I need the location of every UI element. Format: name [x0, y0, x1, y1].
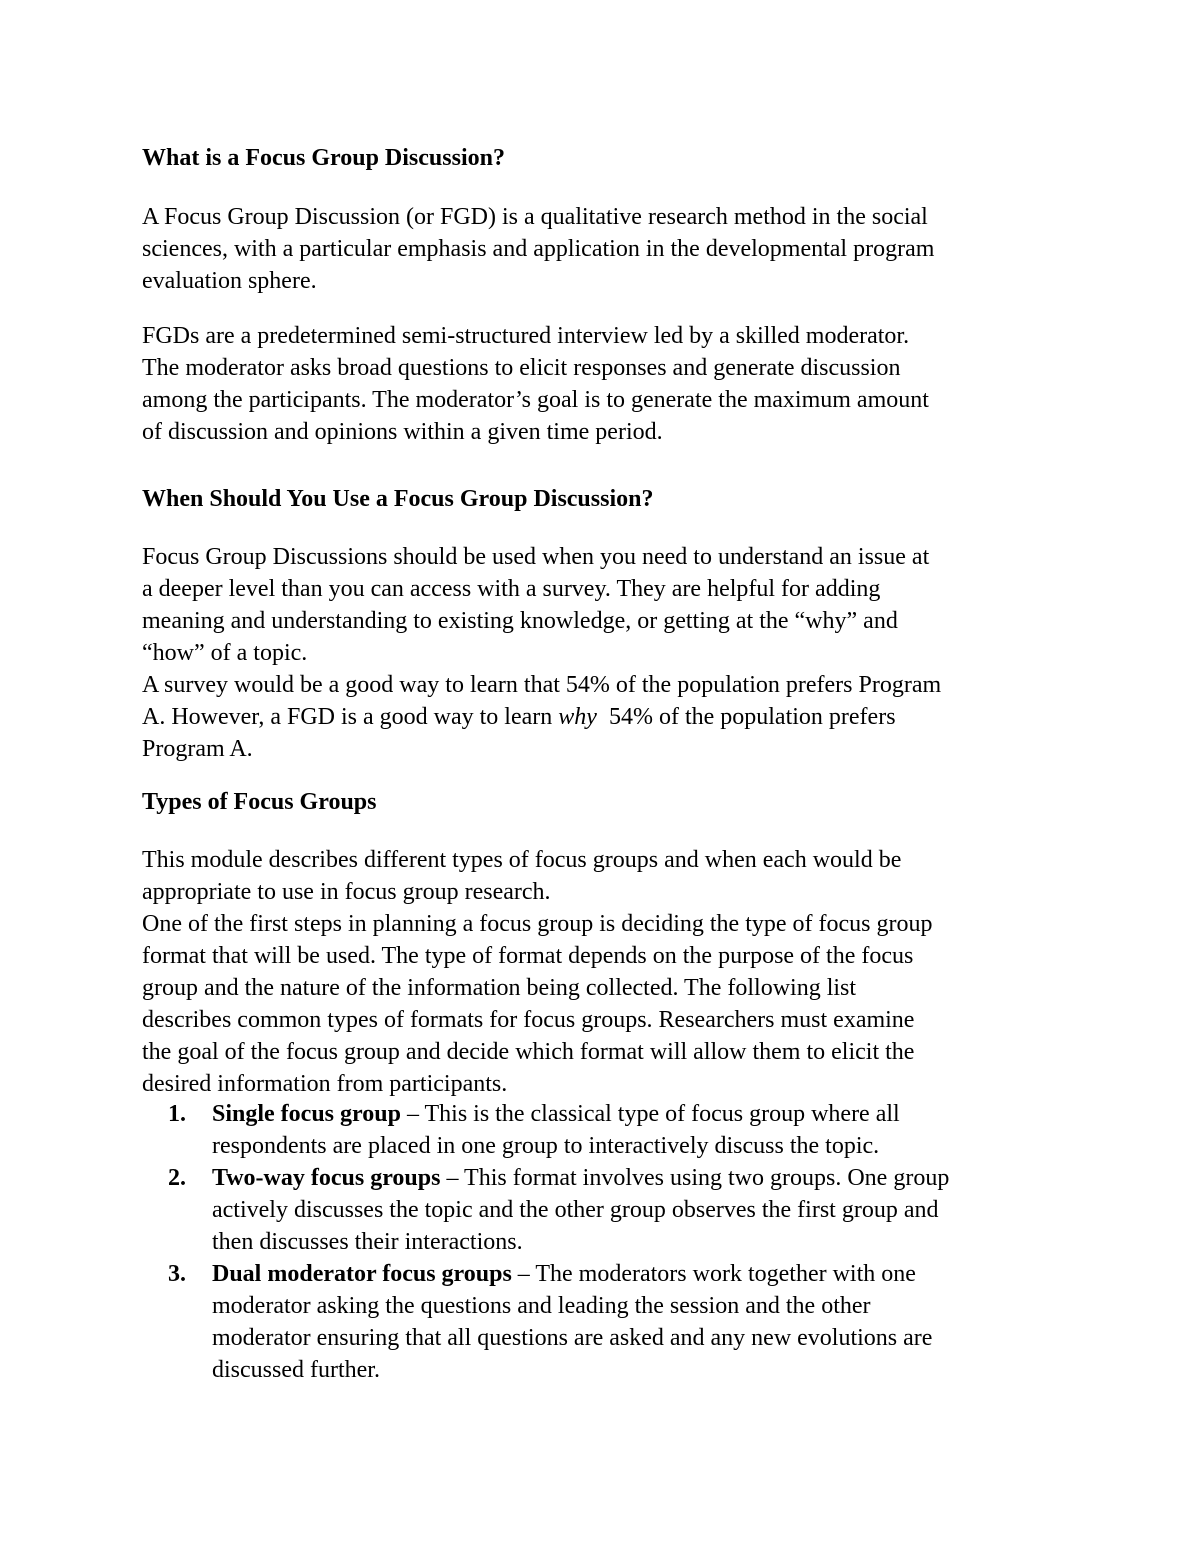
list-item-single-focus-group [142, 1098, 1067, 1162]
text-line: discussed further. [212, 1357, 380, 1383]
text-line: A survey would be a good way to learn that 54% of the population prefers Program [142, 672, 942, 698]
heading-what-is-fgd: What is a Focus Group Discussion? [142, 145, 505, 171]
text-line: appropriate to use in focus group research. [142, 879, 551, 905]
text-line: moderator ensuring that all questions are asked and any new evolutions are [212, 1325, 933, 1351]
paragraph-fgd-definition [142, 201, 1067, 297]
text-line: respondents are placed in one group to interactively discuss the topic. [212, 1133, 880, 1159]
list-item-dual-moderator-focus-groups [142, 1258, 1067, 1386]
text-line: describes common types of formats for focus groups. Researchers must examine [142, 1007, 915, 1033]
text-line [212, 1098, 1067, 1130]
paragraph-fgd-moderator [142, 320, 1067, 448]
list-number: 3. [168, 1261, 186, 1287]
text-segment: A. However, a FGD is a good way to learn [142, 704, 559, 730]
list-number: 2. [168, 1165, 186, 1191]
text-line: of discussion and opinions within a given time period. [142, 419, 663, 445]
focus-group-types-list [142, 1098, 1067, 1386]
text-line: Program A. [142, 736, 253, 762]
text-line: a deeper level than you can access with a survey. They are helpful for adding [142, 576, 881, 602]
list-term: Two-way focus groups [212, 1165, 441, 1191]
text-segment: – This format involves using two groups. One group [440, 1165, 950, 1191]
emphasis-why: why [558, 704, 597, 730]
text-line: sciences, with a particular emphasis and application in the developmental program [142, 236, 935, 262]
paragraph-types-intro [142, 844, 1067, 1100]
list-item-two-way-focus-groups [142, 1162, 1067, 1258]
text-segment: 54% of the population prefers [596, 704, 896, 730]
text-line: Focus Group Discussions should be used when you need to understand an issue at [142, 544, 930, 570]
text-line: desired information from participants. [142, 1071, 508, 1097]
text-line: evaluation sphere. [142, 268, 317, 294]
text-line: This module describes different types of focus groups and when each would be [142, 847, 902, 873]
list-term: Dual moderator focus groups [212, 1261, 512, 1287]
text-line: “how” of a topic. [142, 640, 308, 666]
text-line: meaning and understanding to existing knowledge, or getting at the “why” and [142, 608, 898, 634]
text-line: moderator asking the questions and leading the session and the other [212, 1293, 871, 1319]
text-segment: – The moderators work together with one [511, 1261, 916, 1287]
text-line-with-emphasis [142, 701, 1067, 733]
text-line: actively discusses the topic and the other group observes the first group and [212, 1197, 939, 1223]
text-line: The moderator asks broad questions to elicit responses and generate discussion [142, 355, 901, 381]
text-line: then discusses their interactions. [212, 1229, 523, 1255]
text-line: format that will be used. The type of format depends on the purpose of the focus [142, 943, 914, 969]
paragraph-when-to-use [142, 541, 1067, 765]
text-line [212, 1162, 1067, 1194]
list-term: Single focus group [212, 1101, 401, 1127]
text-line: FGDs are a predetermined semi-structured interview led by a skilled moderator. [142, 323, 910, 349]
text-line: One of the first steps in planning a focus group is deciding the type of focus group [142, 911, 933, 937]
text-line [212, 1258, 1067, 1290]
text-line: the goal of the focus group and decide which format will allow them to elicit the [142, 1039, 915, 1065]
heading-when-to-use: When Should You Use a Focus Group Discussion? [142, 486, 654, 512]
text-line: group and the nature of the information being collected. The following list [142, 975, 857, 1001]
text-line: A Focus Group Discussion (or FGD) is a qualitative research method in the social [142, 204, 928, 230]
list-number: 1. [168, 1101, 186, 1127]
heading-types-of-focus-groups: Types of Focus Groups [142, 789, 377, 815]
text-line: among the participants. The moderator’s goal is to generate the maximum amount [142, 387, 929, 413]
text-segment: – This is the classical type of focus group where all [400, 1101, 900, 1127]
